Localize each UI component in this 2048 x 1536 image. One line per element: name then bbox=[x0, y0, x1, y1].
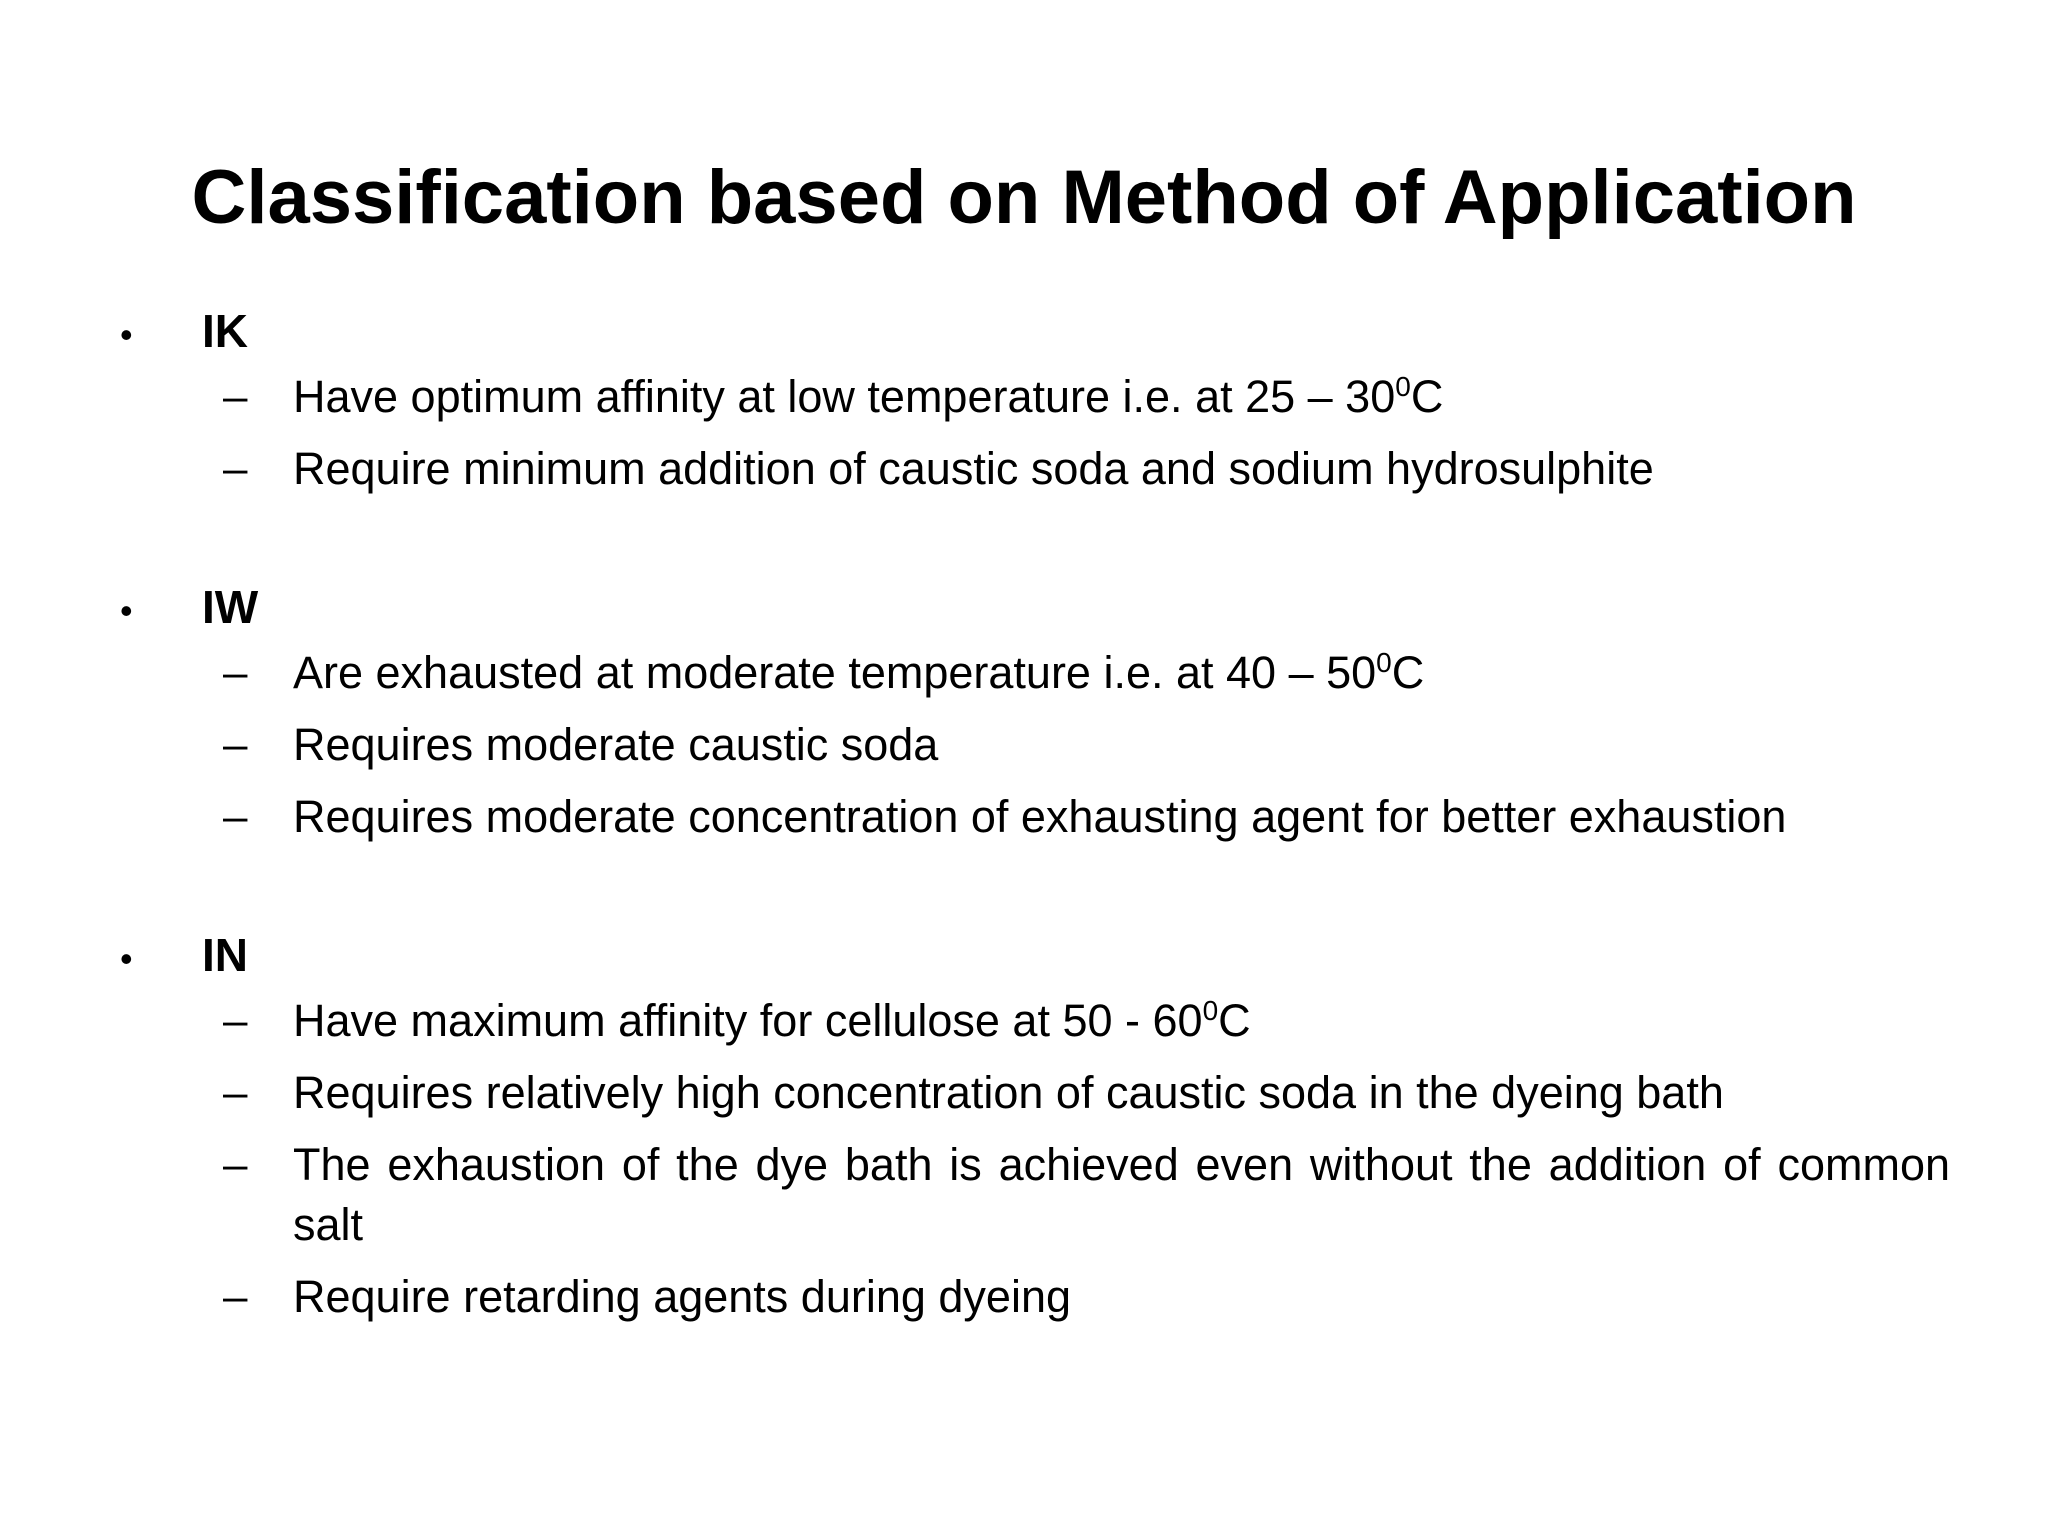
sub-bullet-list bbox=[120, 367, 1950, 499]
item-text: Requires moderate caustic soda bbox=[293, 719, 939, 770]
sub-bullet-item bbox=[120, 715, 1950, 775]
item-unit: C bbox=[1218, 995, 1251, 1046]
item-text: Requires relatively high concentration of caustic soda in the dyeing bath bbox=[293, 1067, 1724, 1118]
dash-icon: – bbox=[223, 372, 248, 421]
degree-superscript: 0 bbox=[1376, 647, 1392, 678]
bullet-icon: • bbox=[120, 938, 133, 979]
section-in bbox=[120, 919, 1950, 1327]
bullet-heading bbox=[120, 571, 1950, 643]
sub-bullet-item bbox=[120, 439, 1950, 499]
section-iw bbox=[120, 571, 1950, 847]
bullet-icon: • bbox=[120, 314, 133, 355]
sub-bullet-item bbox=[120, 787, 1950, 847]
dash-icon: – bbox=[223, 444, 248, 493]
sub-bullet-item bbox=[120, 991, 1950, 1051]
item-text: Require minimum addition of caustic soda and sodium hydrosulphite bbox=[293, 443, 1654, 494]
sub-bullet-item bbox=[120, 367, 1950, 427]
degree-superscript: 0 bbox=[1395, 371, 1411, 402]
sub-bullet-item bbox=[120, 1063, 1950, 1123]
section-ik bbox=[120, 295, 1950, 499]
item-unit: C bbox=[1391, 647, 1425, 698]
dash-icon: – bbox=[223, 648, 248, 697]
slide-content bbox=[120, 295, 1950, 1339]
bullet-icon: • bbox=[120, 590, 133, 631]
sub-bullet-item bbox=[120, 643, 1950, 703]
item-text: Have maximum affinity for cellulose at 50 - 60 bbox=[293, 995, 1203, 1046]
dash-icon: – bbox=[223, 720, 248, 769]
item-unit: C bbox=[1410, 371, 1444, 422]
dash-icon: – bbox=[223, 1272, 248, 1321]
sub-bullet-item bbox=[120, 1267, 1950, 1327]
item-text: Have optimum affinity at low temperature i.e. at 25 – 30 bbox=[293, 371, 1396, 422]
dash-icon: – bbox=[223, 996, 248, 1045]
item-text: Are exhausted at moderate temperature i.e. at 40 – 50 bbox=[293, 647, 1377, 698]
dash-icon: – bbox=[223, 792, 248, 841]
item-text: Requires moderate concentration of exhausting agent for better exhaustion bbox=[293, 791, 1787, 842]
sub-bullet-list bbox=[120, 643, 1950, 847]
bullet-label: IN bbox=[202, 929, 248, 981]
bullet-label: IK bbox=[202, 305, 248, 357]
dash-icon: – bbox=[223, 1068, 248, 1117]
bullet-label: IW bbox=[202, 581, 259, 633]
dash-icon: – bbox=[223, 1140, 248, 1189]
sub-bullet-item bbox=[120, 1135, 1950, 1255]
bullet-heading bbox=[120, 919, 1950, 991]
item-text: The exhaustion of the dye bath is achieved even without the addition of common salt bbox=[293, 1139, 1950, 1250]
sub-bullet-list bbox=[120, 991, 1950, 1327]
degree-superscript: 0 bbox=[1202, 995, 1219, 1026]
item-text: Require retarding agents during dyeing bbox=[293, 1271, 1072, 1322]
bullet-heading bbox=[120, 295, 1950, 367]
slide-title: Classification based on Method of Application bbox=[191, 155, 1857, 240]
